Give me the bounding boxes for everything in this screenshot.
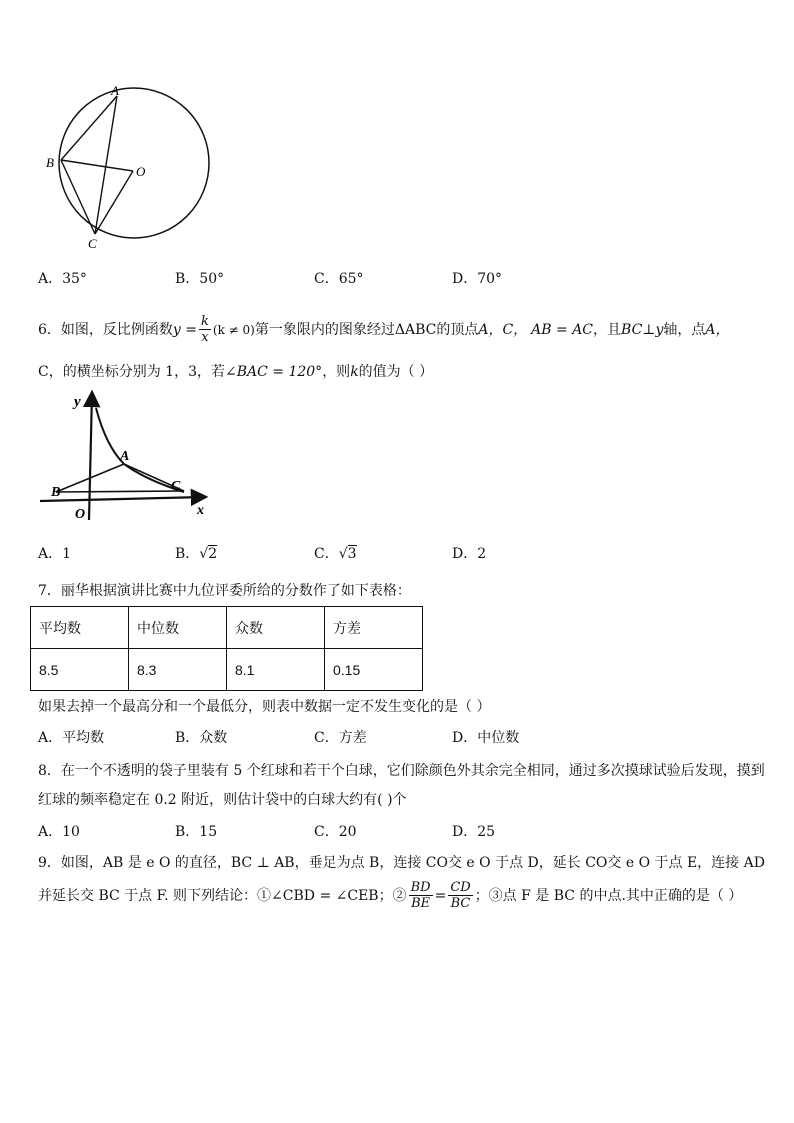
q6-text-7: 轴，点 <box>663 321 706 338</box>
q9-stem-line1: 9．如图，AB 是 e O 的直径，BC ⊥ AB，垂足为点 B，连接 CO交 e O 于点 D，延长 CO交 e O 于点 E，连接 AD <box>38 855 765 871</box>
q6-option-c-radicand: 3 <box>347 546 357 562</box>
q8-option-b: B．15 <box>175 824 218 840</box>
q6-line2-c: ，则 <box>322 364 351 380</box>
q7-option-d: D．中位数 <box>452 730 520 746</box>
y-axis <box>89 394 92 520</box>
label-b: B <box>46 155 54 170</box>
q7-question: 如果去掉一个最高分和一个最低分，则表中数据一定不发生变化的是（ ） <box>38 699 491 715</box>
q9-fraction-1 <box>409 880 433 911</box>
table-header-cell: 众数 <box>227 607 325 649</box>
table-header-cell: 中位数 <box>129 607 227 649</box>
point-b-label: B <box>51 485 61 500</box>
q7-option-b: B．众数 <box>175 730 228 746</box>
y-axis-label: y <box>74 394 81 410</box>
q6-text-2: 第一象限内的图象经过ΔABC的顶点 <box>254 321 479 338</box>
q8-stem-line2: 红球的频率稳定在 0.2 附近，则估计袋中的白球大约有( )个 <box>38 792 407 808</box>
q9-equals: = <box>434 887 447 904</box>
q9-line2-b: ；③点 F 是 BC 的中点.其中正确的是（ ） <box>474 887 743 904</box>
q6-text-1: 6．如图，反比例函数 <box>38 321 173 338</box>
segment-bc <box>56 491 184 492</box>
q6-text-5: ，且 <box>593 321 622 338</box>
label-o: O <box>136 164 146 179</box>
q6-option-d: D．2 <box>452 546 487 562</box>
q6-line2-e: 的值为（ ） <box>358 364 434 380</box>
q9-frac2-num: CD <box>450 880 471 895</box>
q6-text-6: BC⊥y <box>621 321 664 338</box>
table-header-cell: 平均数 <box>31 607 129 649</box>
q6-frac-num: k <box>201 314 209 329</box>
q5-option-b: B．50° <box>175 271 225 287</box>
label-a: A <box>111 83 119 98</box>
q6-text-4: AB = AC <box>531 321 594 338</box>
table-cell: 8.5 <box>31 649 129 691</box>
sqrt-sign: √ <box>199 546 209 562</box>
origin-label: O <box>75 507 86 522</box>
q9-frac1-den: BE <box>411 896 431 911</box>
q6-option-b-label: B． <box>175 546 200 562</box>
point-c-label: C <box>171 479 181 494</box>
q6-line2-d: k <box>350 364 359 380</box>
q6-stem-line2 <box>38 362 433 382</box>
score-table <box>30 606 423 691</box>
q9-fraction-2 <box>448 880 472 911</box>
graph-figure <box>36 388 216 523</box>
q6-line2-b: ∠BAC = 120° <box>224 364 323 380</box>
q7-option-c: C．方差 <box>314 730 367 746</box>
q8-option-c: C．20 <box>314 824 357 840</box>
q7-option-a: A．平均数 <box>38 730 105 746</box>
q6-fn-lhs: y = <box>172 321 198 338</box>
circle-figure <box>46 82 220 252</box>
q9-line2-a: 并延长交 BC 于点 F. 则下列结论：①∠CBD = ∠CEB；② <box>38 887 407 904</box>
q6-fn-cond: (k ≠ 0) <box>212 322 255 337</box>
q6-option-c-label: C． <box>314 546 339 562</box>
q9-frac1-num: BD <box>410 880 431 895</box>
table-cell: 0.15 <box>325 649 423 691</box>
table-cell: 8.3 <box>129 649 227 691</box>
q6-fraction <box>199 314 211 345</box>
q8-stem-line1: 8．在一个不透明的袋子里装有 5 个红球和若干个白球，它们除颜色外其余完全相同，通过多次摸球试验后发现，摸到 <box>38 763 765 779</box>
q8-option-a: A．10 <box>38 824 80 840</box>
sqrt-sign: √ <box>338 546 348 562</box>
label-c: C <box>88 236 97 251</box>
x-axis-label: x <box>197 503 204 518</box>
table-header-cell: 方差 <box>325 607 423 649</box>
q9-stem-line2 <box>38 880 742 911</box>
segment-bo <box>61 160 133 171</box>
q6-option-c <box>314 544 357 564</box>
q6-text-3: A，C， <box>478 321 528 338</box>
q6-stem-line1 <box>38 314 730 345</box>
q5-option-d: D．70° <box>452 271 503 287</box>
q6-text-8: A， <box>705 321 730 338</box>
q9-frac2-den: BC <box>450 896 471 911</box>
q8-option-d: D．25 <box>452 824 496 840</box>
q6-option-a: A．1 <box>38 546 72 562</box>
segment-bc <box>61 160 95 234</box>
point-a-label: A <box>120 449 130 464</box>
q7-stem: 7．丽华根据演讲比赛中九位评委所给的分数作了如下表格： <box>38 583 411 599</box>
q6-option-b-radicand: 2 <box>208 546 218 562</box>
q5-option-a: A．35° <box>38 271 87 287</box>
q6-frac-den: x <box>201 330 209 345</box>
table-cell: 8.1 <box>227 649 325 691</box>
q5-option-c: C．65° <box>314 271 364 287</box>
table-row <box>31 649 423 691</box>
q6-line2-a: C，的横坐标分别为 1，3，若 <box>38 364 225 380</box>
x-axis <box>40 497 204 501</box>
table-header-row <box>31 607 423 649</box>
q6-option-b <box>175 544 217 564</box>
